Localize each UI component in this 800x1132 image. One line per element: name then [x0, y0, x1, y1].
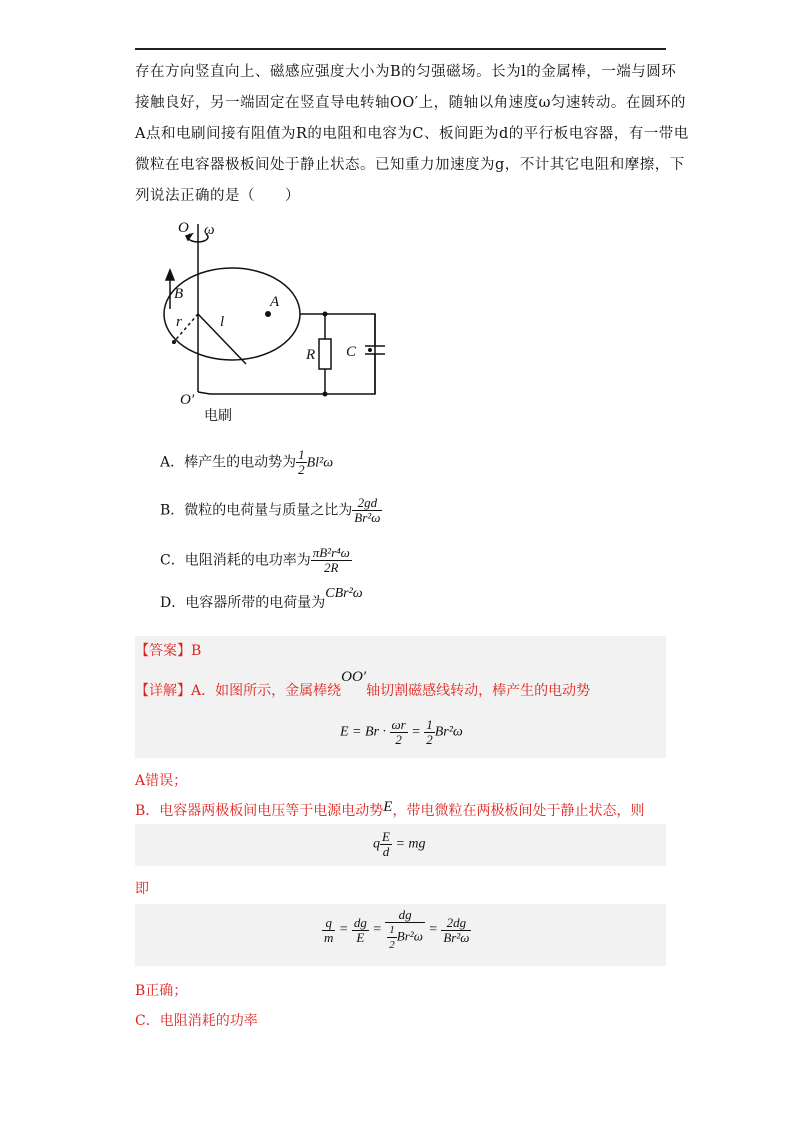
option-a-tail: Bl²ω	[306, 455, 334, 471]
option-a[interactable]	[160, 448, 333, 477]
b-right: B正确；	[135, 983, 188, 999]
option-b-text: B．微粒的电荷量与质量之比为	[160, 502, 353, 519]
label-capacitor: C	[346, 344, 357, 360]
option-d-tail: CBr²ω	[325, 586, 363, 601]
detail-a-line: 【详解】A．如图所示，金属棒绕OO′轴切割磁感线转动，棒产生的电动势	[135, 669, 591, 699]
option-d-text: D．电容器所带的电荷量为	[160, 595, 326, 611]
detail-oo: OO′	[341, 669, 367, 685]
label-l: l	[220, 314, 225, 330]
point-a-dot	[265, 311, 271, 317]
option-a-fraction: $\frac{1}{2}$	[298, 447, 305, 477]
detail-c-line: C．电阻消耗的功率	[135, 1013, 258, 1029]
metal-ring	[164, 268, 300, 360]
question-line-1: 存在方向竖直向上、磁感应强度大小为B的匀强磁场。长为l的金属棒，一端与圆环	[135, 64, 677, 80]
option-c[interactable]	[160, 546, 352, 575]
option-b-fraction: $\frac{2gd}{\text{Br²ω}}$	[354, 495, 381, 525]
label-o: O	[178, 220, 189, 236]
question-line-3: A点和电刷间接有阻值为R的电阻和电容为C、板间距为d的平行板电容器，有一带电	[135, 126, 689, 142]
equation-2: q $\frac{E}{d}$ = mg	[373, 829, 426, 859]
top-rule	[135, 48, 666, 50]
equation-3: $\frac{q}{m}$ = $\frac{dg}{E}$ = dg $\frac{1}{2}$ Br²ω = $\frac{2dg}{\text{Br²ω}}$	[324, 907, 470, 951]
option-d[interactable]	[160, 586, 363, 612]
option-a-text: A．棒产生的电动势为	[160, 454, 297, 471]
label-o-prime: O′	[180, 392, 195, 408]
label-r-small: r	[176, 314, 182, 330]
label-resistor: R	[306, 347, 316, 363]
label-a: A	[270, 294, 280, 310]
option-b[interactable]	[160, 496, 382, 525]
option-c-fraction: $\frac{\text{πB²r⁴ω}}{2R}$	[312, 545, 350, 575]
question-line-4: 微粒在电容器极板间处于静止状态。已知重力加速度为g，不计其它电阻和摩擦，下	[135, 157, 685, 173]
ji-label: 即	[135, 881, 149, 897]
a-wrong: A错误；	[135, 773, 188, 789]
label-omega: ω	[204, 222, 215, 238]
equation-1: E = Br · $\frac{\omega r}{2}$ = $\frac{1}{2}$ Br²ω	[340, 717, 463, 747]
question-line-5: 列说法正确的是（ ）	[135, 188, 300, 204]
circuit-figure	[150, 214, 390, 429]
answer-label: 【答案】B	[135, 643, 202, 659]
resistor	[319, 339, 331, 369]
detail-b-line: B．电容器两极板间电压等于电源电动势E，带电微粒在两极板间处于静止状态，则	[135, 799, 645, 819]
option-c-text: C．电阻消耗的电功率为	[160, 552, 311, 569]
b-field-arrow-head	[166, 270, 174, 280]
label-b: B	[174, 286, 184, 302]
label-brush: 电刷	[204, 408, 232, 424]
question-line-2: 接触良好，另一端固定在竖直导电转轴OO′上，随轴以角速度ω匀速转动。在圆环的	[135, 95, 686, 111]
